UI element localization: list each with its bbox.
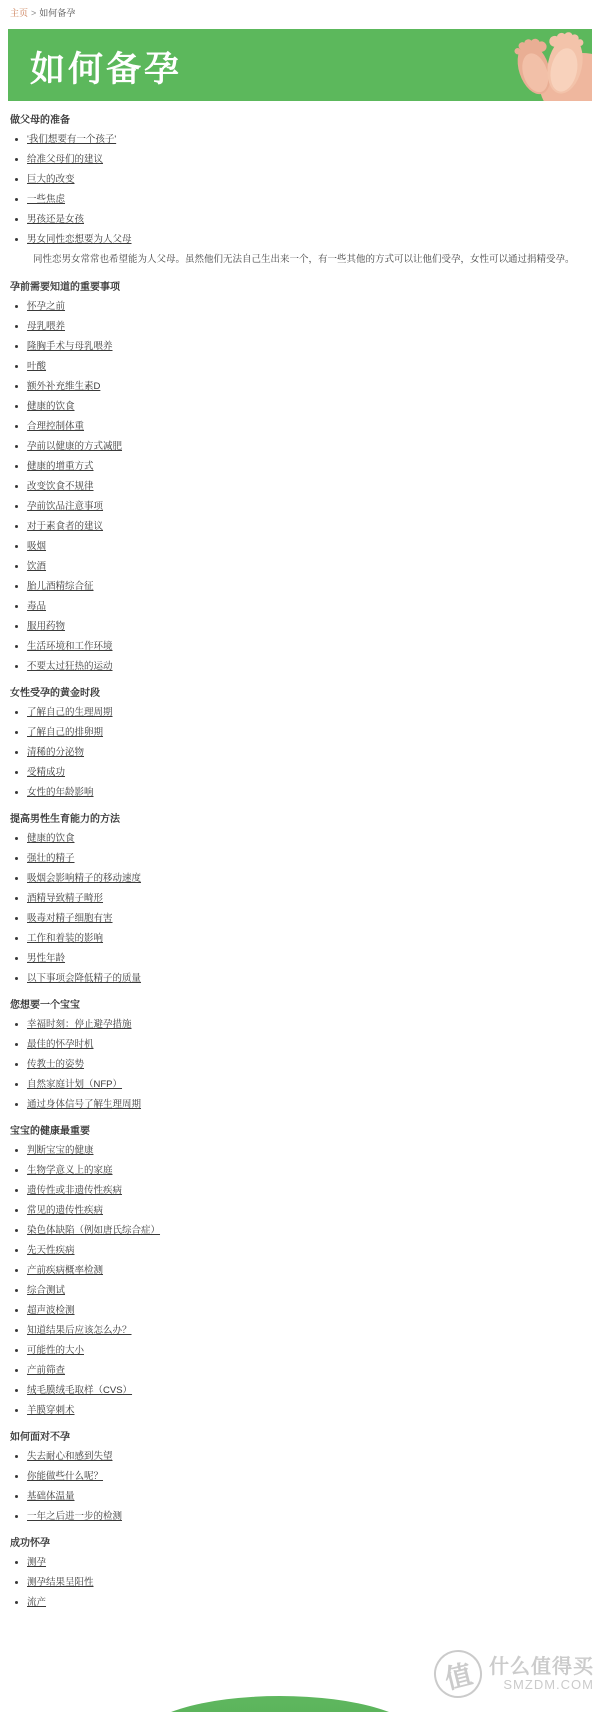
topic-link[interactable]: 给准父母们的建议 — [27, 154, 104, 165]
topic-link[interactable]: 生物学意义上的家庭 — [27, 1165, 113, 1176]
topic-link[interactable]: 自然家庭计划（NFP） — [27, 1079, 123, 1090]
topic-link[interactable]: 了解自己的生理周期 — [27, 707, 113, 718]
list-item — [27, 154, 590, 165]
list-item — [27, 441, 590, 452]
section-heading: 您想要一个宝宝 — [10, 1000, 80, 1011]
list-item — [27, 853, 590, 864]
list-item — [27, 541, 590, 552]
topic-link[interactable]: 知道结果后应该怎么办？ — [27, 1325, 132, 1336]
topic-link[interactable]: 了解自己的排卵期 — [27, 727, 104, 738]
watermark-name: 什么值得买 — [489, 1655, 594, 1678]
list-item — [27, 1019, 590, 1030]
list-item — [27, 1405, 590, 1416]
list-item — [27, 1099, 590, 1110]
list-item — [27, 953, 590, 964]
topic-link[interactable]: 流产 — [27, 1597, 47, 1608]
list-item — [27, 1245, 590, 1256]
topic-link[interactable]: 酒精导致精子畸形 — [27, 893, 104, 904]
breadcrumb-home-link[interactable]: 主页 — [10, 8, 29, 18]
list-item — [27, 1205, 590, 1216]
list-item — [27, 421, 590, 432]
topic-link[interactable]: 男孩还是女孩 — [27, 214, 85, 225]
list-item — [27, 301, 590, 312]
list-item — [27, 194, 590, 205]
topic-link[interactable]: 强壮的精子 — [27, 853, 75, 864]
list-item — [27, 234, 590, 245]
section-heading: 成功怀孕 — [10, 1538, 50, 1549]
list-item — [27, 1165, 590, 1176]
smzdm-logo-icon — [429, 1645, 487, 1703]
content — [0, 101, 600, 1608]
topic-link[interactable]: 健康的增重方式 — [27, 461, 94, 472]
list-item — [27, 501, 590, 512]
watermark-text — [489, 1656, 594, 1692]
topic-link[interactable]: 判断宝宝的健康 — [27, 1145, 94, 1156]
topic-link[interactable]: 可能性的大小 — [27, 1345, 85, 1356]
list-item — [27, 214, 590, 225]
topic-link[interactable]: 健康的饮食 — [27, 401, 75, 412]
topic-link[interactable]: 清稀的分泌物 — [27, 747, 85, 758]
topic-link[interactable]: 隆胸手术与母乳喂养 — [27, 341, 113, 352]
topic-link[interactable]: 毒品 — [27, 601, 47, 612]
list-item — [27, 1557, 590, 1568]
list-item — [27, 1325, 590, 1336]
list-item — [27, 461, 590, 472]
list-item — [27, 601, 590, 612]
watermark-domain: SMZDM.COM — [503, 1676, 594, 1692]
topic-link[interactable]: 女性的年龄影响 — [27, 787, 94, 798]
list-item — [27, 341, 590, 352]
bottom-banner-arc — [140, 1696, 420, 1712]
section-list — [10, 833, 590, 984]
list-item — [27, 1305, 590, 1316]
topic-link[interactable]: 生活环境和工作环境 — [27, 641, 113, 652]
list-item — [27, 1511, 590, 1522]
topic-link[interactable]: 失去耐心和感到失望 — [27, 1451, 113, 1462]
topic-link[interactable]: 绒毛膜绒毛取样（CVS） — [27, 1385, 133, 1396]
topic-link[interactable]: 基础体温量 — [27, 1491, 75, 1502]
section-note: 同性恋男女常常也希望能为人父母。虽然他们无法自己生出来一个，有一些其他的方式可以让他们受孕，女性可以通过捐精受孕。 — [33, 254, 575, 265]
topic-link[interactable]: 工作和着装的影响 — [27, 933, 104, 944]
topic-link[interactable]: 胎儿酒精综合征 — [27, 581, 94, 592]
topic-link[interactable]: 综合测试 — [27, 1285, 66, 1296]
hero-banner — [8, 29, 592, 101]
smzdm-logo-char: 值 — [441, 1658, 476, 1695]
topic-link[interactable]: 巨大的改变 — [27, 174, 75, 185]
topic-link[interactable]: 额外补充维生素D — [27, 381, 101, 392]
section-heading: 宝宝的健康最重要 — [10, 1126, 90, 1137]
section-list — [10, 707, 590, 798]
topic-link[interactable]: 产前筛查 — [27, 1365, 66, 1376]
topic-link[interactable]: 以下事项会降低精子的质量 — [27, 973, 142, 984]
topic-link[interactable]: 传教士的姿势 — [27, 1059, 85, 1070]
list-item — [27, 767, 590, 778]
list-item — [27, 747, 590, 758]
list-item — [27, 1079, 590, 1090]
topic-link[interactable]: 吸毒对精子细胞有害 — [27, 913, 113, 924]
list-item — [27, 1265, 590, 1276]
section-heading: 如何面对不孕 — [10, 1432, 70, 1443]
topic-link[interactable]: 不要太过狂热的运动 — [27, 661, 113, 672]
list-item — [27, 833, 590, 844]
topic-link[interactable]: 遗传性或非遗传性疾病 — [27, 1185, 123, 1196]
list-item — [27, 1039, 590, 1050]
topic-link[interactable]: 孕前以健康的方式减肥 — [27, 441, 123, 452]
list-item — [27, 1365, 590, 1376]
breadcrumb-current: 如何备孕 — [39, 8, 76, 18]
topic-link[interactable]: '我们想要有一个孩子' — [27, 134, 117, 145]
topic-link[interactable]: 产前疾病概率检测 — [27, 1265, 104, 1276]
topic-link[interactable]: 一年之后进一步的检测 — [27, 1511, 123, 1522]
topic-link[interactable]: 男性年龄 — [27, 953, 66, 964]
topic-link[interactable]: 受精成功 — [27, 767, 66, 778]
list-item — [27, 641, 590, 652]
topic-link[interactable]: 染色体缺陷（例如唐氏综合症） — [27, 1225, 161, 1236]
topic-link[interactable]: 饮酒 — [27, 561, 47, 572]
section-list — [10, 1557, 590, 1608]
list-item — [27, 481, 590, 492]
list-item — [27, 1185, 590, 1196]
baby-feet-image — [422, 29, 592, 101]
topic-link[interactable]: 测孕 — [27, 1557, 47, 1568]
list-item — [27, 727, 590, 738]
topic-link[interactable]: 超声波检测 — [27, 1305, 75, 1316]
list-item — [27, 1491, 590, 1502]
list-item — [27, 1385, 590, 1396]
topic-link[interactable]: 吸烟 — [27, 541, 47, 552]
topic-link[interactable]: 合理控制体重 — [27, 421, 85, 432]
topic-link[interactable]: 怀孕之前 — [27, 301, 66, 312]
list-item — [27, 893, 590, 904]
list-item — [27, 913, 590, 924]
list-item — [27, 321, 590, 332]
topic-link[interactable]: 服用药物 — [27, 621, 66, 632]
topic-link[interactable]: 你能做些什么呢？ — [27, 1471, 104, 1482]
topic-link[interactable]: 最佳的怀孕时机 — [27, 1039, 94, 1050]
list-item — [27, 1471, 590, 1482]
section-list — [10, 1145, 590, 1416]
topic-link[interactable]: 一些焦虑 — [27, 194, 66, 205]
list-item — [27, 787, 590, 798]
list-item — [27, 134, 590, 145]
section-list — [10, 1019, 590, 1110]
topic-link[interactable]: 幸福时刻：停止避孕措施 — [27, 1019, 132, 1030]
topic-link[interactable]: 吸烟会影响精子的移动速度 — [27, 873, 142, 884]
list-item — [27, 1059, 590, 1070]
list-item — [27, 1145, 590, 1156]
section-list — [10, 301, 590, 672]
watermark — [434, 1650, 594, 1698]
list-item — [27, 521, 590, 532]
section-list — [10, 1451, 590, 1522]
topic-link[interactable]: 改变饮食不规律 — [27, 481, 94, 492]
topic-link[interactable]: 通过身体信号了解生理周期 — [27, 1099, 142, 1110]
list-item — [27, 1577, 590, 1588]
topic-link[interactable]: 孕前饮品注意事项 — [27, 501, 104, 512]
page-title: 如何备孕 — [30, 50, 183, 89]
list-item — [27, 1285, 590, 1296]
list-item — [27, 661, 590, 672]
list-item — [27, 973, 590, 984]
section-heading: 孕前需要知道的重要事项 — [10, 282, 120, 293]
list-item — [27, 933, 590, 944]
breadcrumb — [0, 0, 600, 19]
list-item — [27, 361, 590, 372]
topic-link[interactable]: 常见的遗传性疾病 — [27, 1205, 104, 1216]
breadcrumb-separator: > — [31, 8, 37, 18]
list-item — [27, 621, 590, 632]
list-item — [27, 581, 590, 592]
list-item — [27, 873, 590, 884]
section-list — [10, 134, 590, 245]
section-heading: 做父母的准备 — [10, 115, 70, 126]
topic-link[interactable]: 男女同性恋想要为人父母 — [27, 234, 132, 245]
list-item — [27, 707, 590, 718]
topic-link[interactable]: 健康的饮食 — [27, 833, 75, 844]
list-item — [27, 401, 590, 412]
list-item — [27, 174, 590, 185]
list-item — [27, 1225, 590, 1236]
list-item — [27, 561, 590, 572]
topic-link[interactable]: 母乳喂养 — [27, 321, 66, 332]
section-heading: 提高男性生育能力的方法 — [10, 814, 120, 825]
list-item — [27, 1597, 590, 1608]
topic-link[interactable]: 先天性疾病 — [27, 1245, 75, 1256]
list-item — [27, 1345, 590, 1356]
topic-link[interactable]: 羊膜穿刺术 — [27, 1405, 75, 1416]
list-item — [27, 1451, 590, 1462]
topic-link[interactable]: 测孕结果呈阳性 — [27, 1577, 94, 1588]
list-item — [27, 381, 590, 392]
topic-link[interactable]: 叶酸 — [27, 361, 47, 372]
section-heading: 女性受孕的黄金时段 — [10, 688, 100, 699]
topic-link[interactable]: 对于素食者的建议 — [27, 521, 104, 532]
